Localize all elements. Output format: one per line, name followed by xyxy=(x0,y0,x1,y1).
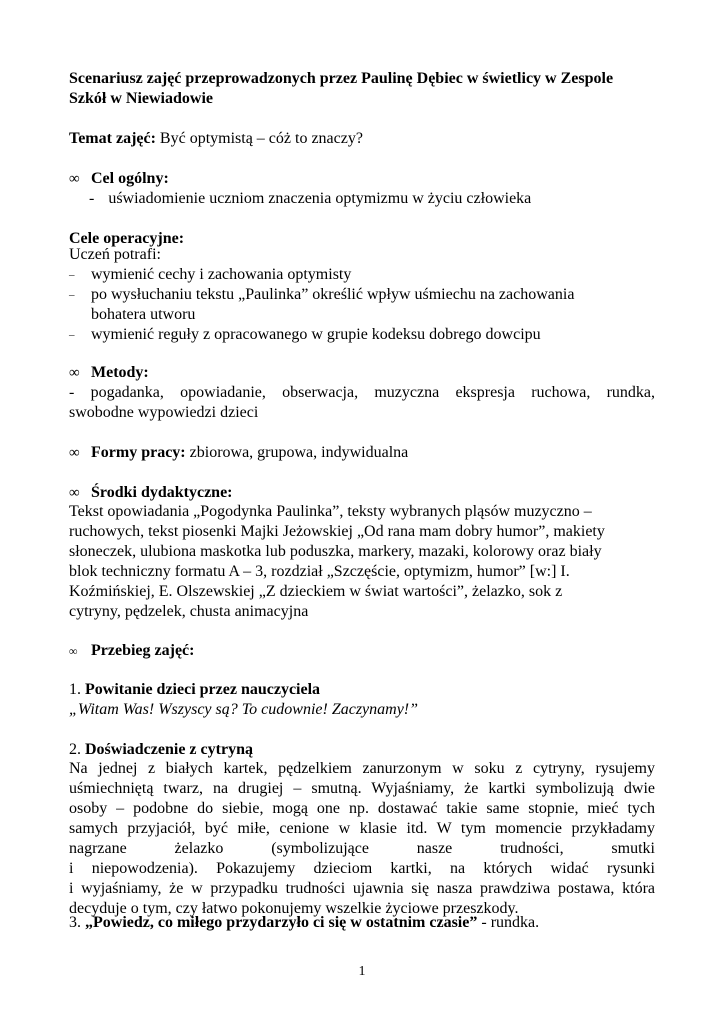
step-2-text-line: decyduje o tym, czy łatwo pokonujemy wszelkie życiowe przeszkody. xyxy=(69,900,519,917)
goals-operational-intro: Uczeń potrafi: xyxy=(69,246,161,263)
infinity-bullet-icon: ∞ xyxy=(69,445,80,461)
step-2-text-line: uśmiechniętą twarz, na drugiej – smutną. Wyjaśniamy, że kartki symbolizują dwie xyxy=(69,780,655,797)
methods-text-line-1: - pogadanka, opowiadanie, obserwacja, muzyczna ekspresja ruchowa, rundka, xyxy=(69,384,655,401)
forms-value: zbiorowa, grupowa, indywidualna xyxy=(185,444,409,461)
goal-general-item xyxy=(89,189,531,209)
step-number: 3. xyxy=(69,914,85,931)
materials-heading xyxy=(69,483,233,503)
goal-general-text: uświadomienie uczniom znaczenia optymizmu w życiu człowieka xyxy=(108,190,532,207)
goals-operational-item: – wymienić cechy i zachowania optymisty xyxy=(69,266,352,283)
materials-label: Środki dydaktyczne: xyxy=(91,484,233,501)
goals-operational-label: Cele operacyjne: xyxy=(69,230,185,247)
step-2-text-line: i wyjaśniamy, że w przypadku trudności ujawnia się nasza prawdziwa postawa, która xyxy=(69,880,655,897)
forms-line xyxy=(69,443,408,463)
dash-marker: – xyxy=(69,269,75,281)
course-heading xyxy=(69,641,194,661)
step-title: Doświadczenie z cytryną xyxy=(85,741,253,758)
goal-general-label: Cel ogólny: xyxy=(91,170,169,187)
step-2-text-line: samych przyjaciół, być miłe, cenione w klasie itd. W tym momencie przykładamy xyxy=(69,820,655,837)
topic-value: Być optymistą – cóż to znaczy? xyxy=(155,130,363,147)
document-title-line-2: Szkół w Niewiadowie xyxy=(69,90,213,107)
step-title: Powitanie dzieci przez nauczyciela xyxy=(85,681,321,698)
infinity-bullet-icon: ∞ xyxy=(69,171,80,187)
materials-text-line: ruchowych, tekst piosenki Majki Jeżowskiej „Od rana mam dobry humor”, makiety xyxy=(69,523,605,540)
materials-text-line: cytryny, pędzelek, chusta animacyjna xyxy=(69,603,309,620)
step-1-quote: „Witam Was! Wszyscy są? To cudownie! Zaczynamy!” xyxy=(69,701,419,718)
goals-operational-item: – wymienić reguły z opracowanego w grupie kodeksu dobrego dowcipu xyxy=(69,326,541,343)
step-3-heading xyxy=(69,913,539,933)
methods-heading xyxy=(69,363,149,383)
goals-operational-item: – po wysłuchaniu tekstu „Paulinka” określić wpływ uśmiechu na zachowania xyxy=(69,286,575,303)
materials-text-line: Tekst opowiadania „Pogodynka Paulinka”, teksty wybranych pląsów muzyczno – xyxy=(69,503,592,520)
document-title-line-1: Scenariusz zajęć przeprowadzonych przez Paulinę Dębiec w świetlicy w Zespole xyxy=(69,70,614,87)
step-1-heading xyxy=(69,680,320,700)
step-suffix: - rundka. xyxy=(477,914,540,931)
step-2-text-line: Na jednej z białych kartek, pędzelkiem zanurzonym w soku z cytryny, rysujemy xyxy=(69,760,655,777)
materials-text-line: blok techniczny formatu A – 3, rozdział „Szczęście, optymizm, humor” [w:] I. xyxy=(69,563,570,580)
goals-operational-item-continuation: bohatera utworu xyxy=(91,306,196,323)
infinity-bullet-icon: ∞ xyxy=(69,365,80,381)
dash-marker: – xyxy=(69,329,75,341)
page-number: 1 xyxy=(358,964,366,979)
step-number: 1. xyxy=(69,681,85,698)
topic-label: Temat zajęć: xyxy=(69,130,156,147)
step-2-text-line: nagrzane żelazko (symbolizujące nasze trudności, smutki xyxy=(69,840,655,857)
step-title: „Powiedz, co miłego przydarzyło ci się w ostatnim czasie” xyxy=(85,914,478,931)
step-2-heading xyxy=(69,740,253,760)
step-number: 2. xyxy=(69,741,85,758)
materials-text-line: słoneczek, ulubiona maskotka lub poduszka, markery, mazaki, kolorowy oraz biały xyxy=(69,543,602,560)
methods-label: Metody: xyxy=(91,364,149,381)
step-2-text-line: i niepowodzenia). Pokazujemy dzieciom kartki, na których widać rysunki xyxy=(69,860,655,877)
dash-marker: – xyxy=(69,289,75,301)
infinity-bullet-icon: ∞ xyxy=(69,644,78,658)
step-2-text-line: osoby – podobne do siebie, mogą one np. dostawać takie same stopnie, mieć tych xyxy=(69,800,655,817)
dash-marker: - xyxy=(89,190,95,207)
topic-line xyxy=(69,129,363,149)
methods-text-line-2: swobodne wypowiedzi dzieci xyxy=(69,404,259,421)
materials-text-line: Koźmińskiej, E. Olszewskiej „Z dzieckiem w świat wartości”, żelazko, sok z xyxy=(69,583,563,600)
course-label: Przebieg zajęć: xyxy=(91,642,195,659)
forms-label: Formy pracy: xyxy=(91,444,186,461)
goal-general-heading xyxy=(69,169,169,189)
infinity-bullet-icon: ∞ xyxy=(69,485,80,501)
